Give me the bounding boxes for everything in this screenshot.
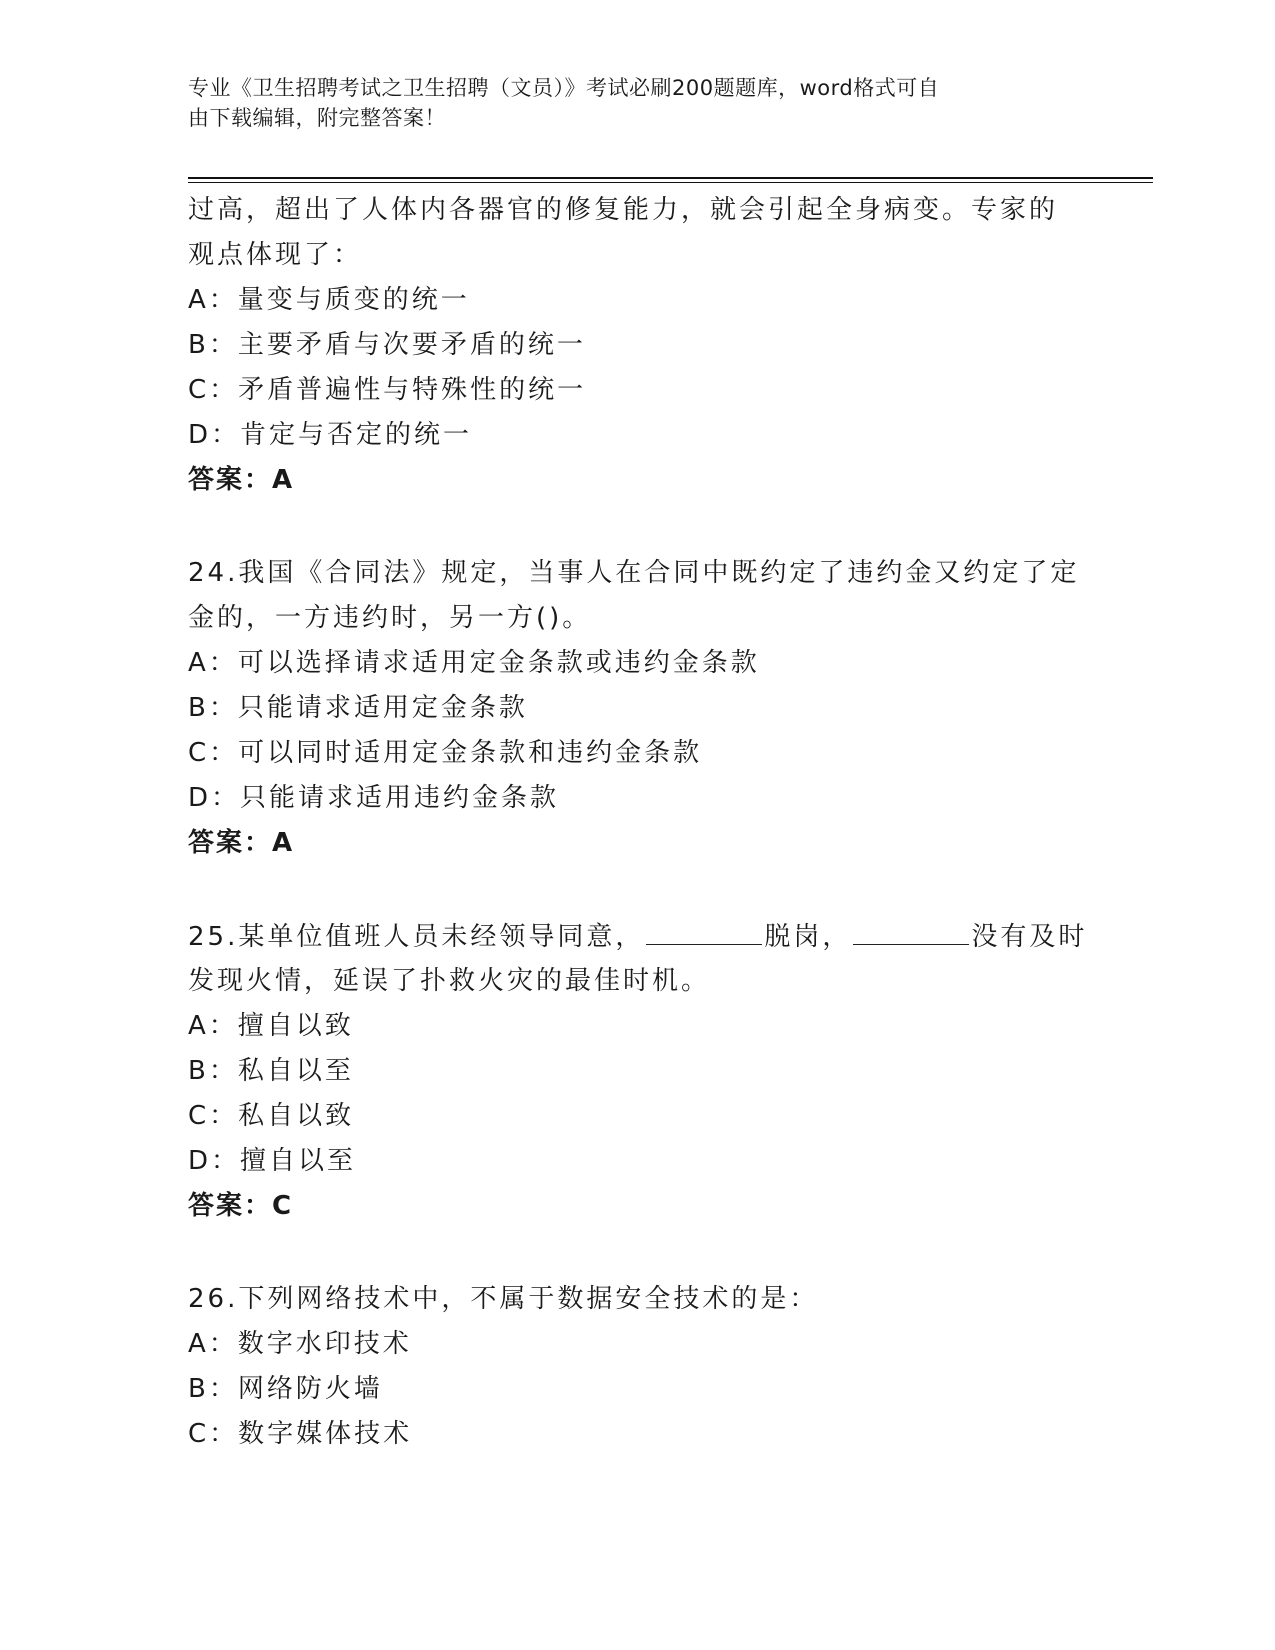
option-c: C：数字媒体技术 bbox=[188, 1419, 413, 1449]
question-text-line: 24.我国《合同法》规定，当事人在合同中既约定了违约金又约定了定 bbox=[188, 558, 1080, 588]
spacer bbox=[188, 1229, 1088, 1277]
question-text-line: 发现火情，延误了扑救火灾的最佳时机。 bbox=[188, 966, 711, 996]
option-b: B：主要矛盾与次要矛盾的统一 bbox=[188, 330, 586, 360]
option-a: A：可以选择请求适用定金条款或违约金条款 bbox=[188, 648, 760, 678]
question-text-part: 25.某单位值班人员未经领导同意， bbox=[188, 922, 645, 952]
question-text-part: 脱岗， bbox=[764, 922, 852, 952]
question-text-line bbox=[188, 914, 1088, 959]
question-text-part: 没有及时 bbox=[971, 922, 1088, 952]
header-rule-thick bbox=[188, 177, 1153, 179]
spacer bbox=[188, 866, 1088, 914]
answer-line: 答案：A bbox=[188, 828, 295, 858]
question-text-line: 过高，超出了人体内各器官的修复能力，就会引起全身病变。专家的 bbox=[188, 195, 1059, 225]
option-c: C：可以同时适用定金条款和违约金条款 bbox=[188, 738, 703, 768]
question-block-24 bbox=[188, 551, 1088, 866]
header-line-2: 由下载编辑，附完整答案！ bbox=[188, 106, 446, 130]
option-a: A：擅自以致 bbox=[188, 1011, 354, 1041]
option-b: B：网络防火墙 bbox=[188, 1374, 383, 1404]
header-line-1: 专业《卫生招聘考试之卫生招聘（文员）》考试必刷200题题库，word格式可自 bbox=[188, 76, 940, 100]
option-b: B：私自以至 bbox=[188, 1056, 354, 1086]
question-text-line: 26.下列网络技术中，不属于数据安全技术的是： bbox=[188, 1284, 819, 1314]
answer-line: 答案：C bbox=[188, 1191, 294, 1221]
option-a: A：量变与质变的统一 bbox=[188, 285, 470, 315]
question-content bbox=[188, 188, 1088, 1457]
question-block-26 bbox=[188, 1277, 1088, 1457]
document-header bbox=[188, 73, 1068, 133]
header-rule-thin bbox=[188, 182, 1153, 183]
option-d: D：肯定与否定的统一 bbox=[188, 420, 473, 450]
option-d: D：擅自以至 bbox=[188, 1146, 357, 1176]
answer-line: 答案：A bbox=[188, 465, 295, 495]
fill-in-blank bbox=[646, 914, 762, 945]
question-text-line: 观点体现了： bbox=[188, 240, 363, 270]
question-text-line: 金的，一方违约时，另一方()。 bbox=[188, 603, 592, 633]
spacer bbox=[188, 503, 1088, 551]
option-a: A：数字水印技术 bbox=[188, 1329, 412, 1359]
option-c: C：私自以致 bbox=[188, 1101, 355, 1131]
fill-in-blank bbox=[853, 914, 969, 945]
question-block-25 bbox=[188, 914, 1088, 1229]
option-c: C：矛盾普遍性与特殊性的统一 bbox=[188, 375, 587, 405]
option-b: B：只能请求适用定金条款 bbox=[188, 693, 528, 723]
question-block-23 bbox=[188, 188, 1088, 503]
option-d: D：只能请求适用违约金条款 bbox=[188, 783, 560, 813]
